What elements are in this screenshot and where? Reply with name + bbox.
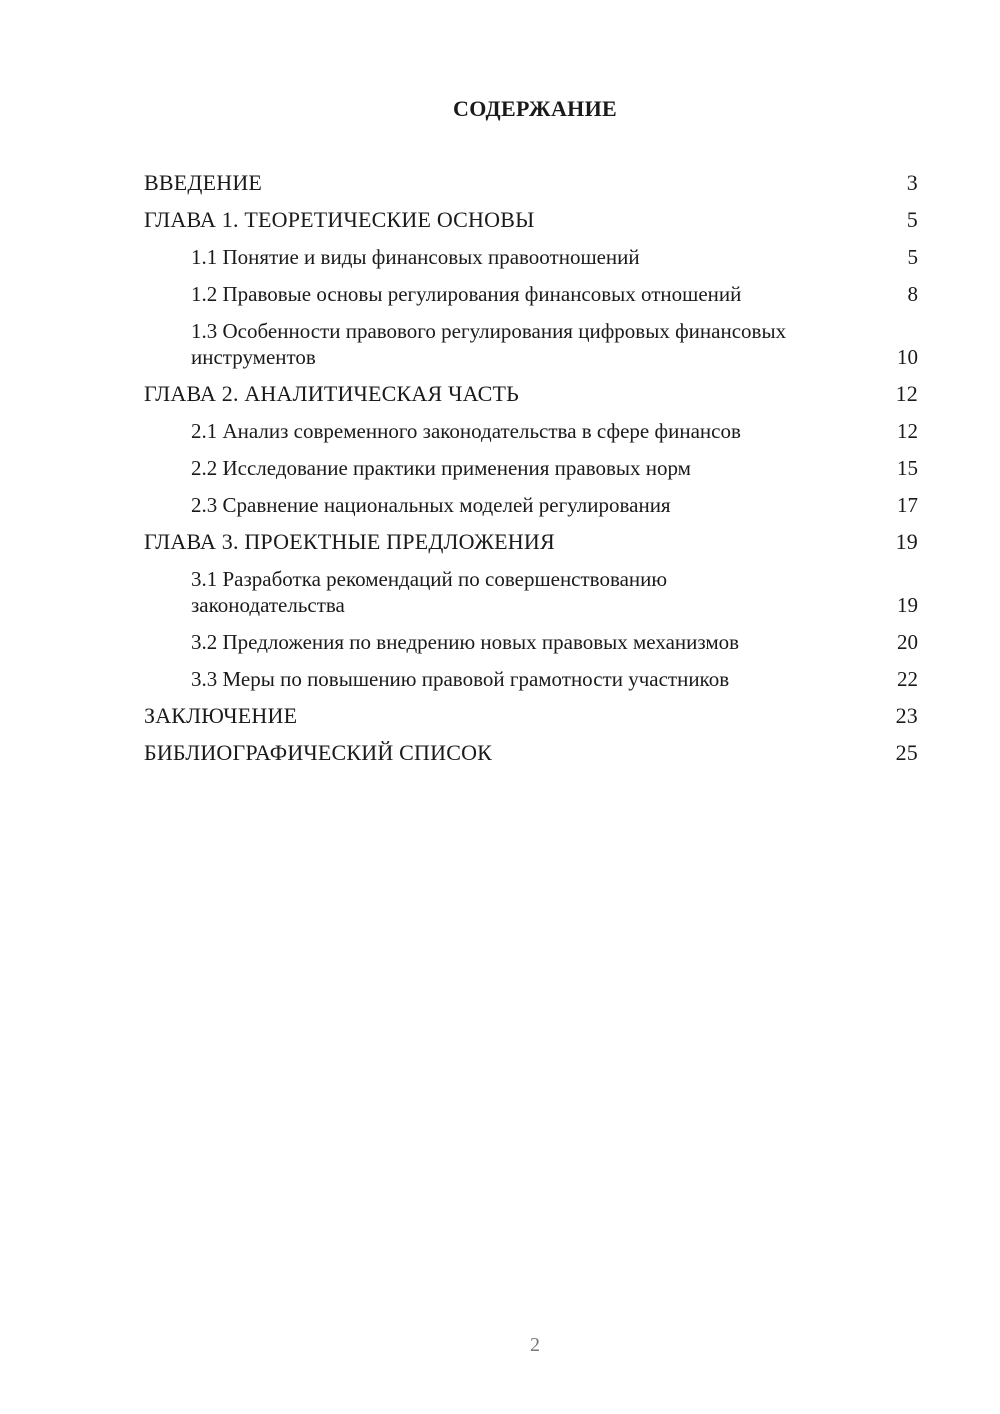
toc-entry-title: 3.3 Меры по повышению правовой грамотности участников	[191, 667, 730, 691]
toc-chapter-entry	[144, 207, 918, 233]
toc-entry-page-number: 17	[897, 493, 918, 517]
toc-entry-page-number: 3	[906, 170, 918, 195]
toc-entry-title: 1.2 Правовые основы регулирования финансовых отношений	[191, 282, 742, 306]
toc-entry-page-number: 25	[895, 740, 918, 765]
toc-section-entry	[144, 666, 918, 692]
toc-section-entry	[144, 281, 918, 307]
toc-section-entry	[144, 244, 918, 270]
toc-entry-title: 2.3 Сравнение национальных моделей регулирования	[191, 493, 671, 517]
toc-section-entry	[144, 418, 918, 444]
toc-chapter-entry	[144, 529, 918, 555]
toc-entry-title: ГЛАВА 3. ПРОЕКТНЫЕ ПРЕДЛОЖЕНИЯ	[144, 529, 555, 554]
toc-entry-page-number: 22	[897, 667, 918, 691]
toc-section-entry	[144, 318, 918, 370]
toc-section-entry	[144, 566, 918, 618]
toc-entry-page-number: 12	[895, 381, 918, 406]
toc-entry-title: ГЛАВА 1. ТЕОРЕТИЧЕСКИЕ ОСНОВЫ	[144, 207, 535, 232]
toc-entry-title: 3.2 Предложения по внедрению новых правовых механизмов	[191, 630, 740, 654]
toc-chapter-entry	[144, 740, 918, 766]
toc-chapter-entry	[144, 703, 918, 729]
toc-heading: СОДЕРЖАНИЕ	[453, 96, 617, 121]
table-of-contents	[144, 170, 918, 777]
toc-entry-page-number: 8	[907, 282, 918, 306]
toc-entry-title: 2.1 Анализ современного законодательства в сфере финансов	[191, 419, 741, 443]
toc-entry-page-number: 5	[907, 245, 918, 269]
toc-entry-page-number: 23	[895, 703, 918, 728]
toc-entry-title: 3.1 Разработка рекомендаций по совершенствованию законодательства	[191, 567, 668, 617]
toc-entry-title: 1.1 Понятие и виды финансовых правоотношений	[191, 245, 640, 269]
toc-section-entry	[144, 629, 918, 655]
toc-entry-page-number: 15	[897, 456, 918, 480]
toc-chapter-entry	[144, 170, 918, 196]
toc-entry-title: ЗАКЛЮЧЕНИЕ	[144, 703, 298, 728]
toc-entry-page-number: 19	[895, 529, 918, 554]
toc-entry-page-number: 12	[897, 419, 918, 443]
toc-entry-title: 1.3 Особенности правового регулирования цифровых финансовых инструментов	[191, 319, 787, 369]
toc-entry-page-number: 5	[906, 207, 918, 232]
toc-entry-title: БИБЛИОГРАФИЧЕСКИЙ СПИСОК	[144, 740, 493, 765]
toc-entry-title: ВВЕДЕНИЕ	[144, 170, 263, 195]
toc-entry-title: 2.2 Исследование практики применения правовых норм	[191, 456, 691, 480]
toc-entry-page-number: 19	[897, 593, 918, 617]
toc-entry-page-number: 20	[897, 630, 918, 654]
toc-section-entry	[144, 455, 918, 481]
toc-section-entry	[144, 492, 918, 518]
toc-entry-page-number: 10	[897, 345, 918, 369]
page-number: 2	[530, 1334, 540, 1356]
toc-chapter-entry	[144, 381, 918, 407]
toc-entry-title: ГЛАВА 2. АНАЛИТИЧЕСКАЯ ЧАСТЬ	[144, 381, 519, 406]
